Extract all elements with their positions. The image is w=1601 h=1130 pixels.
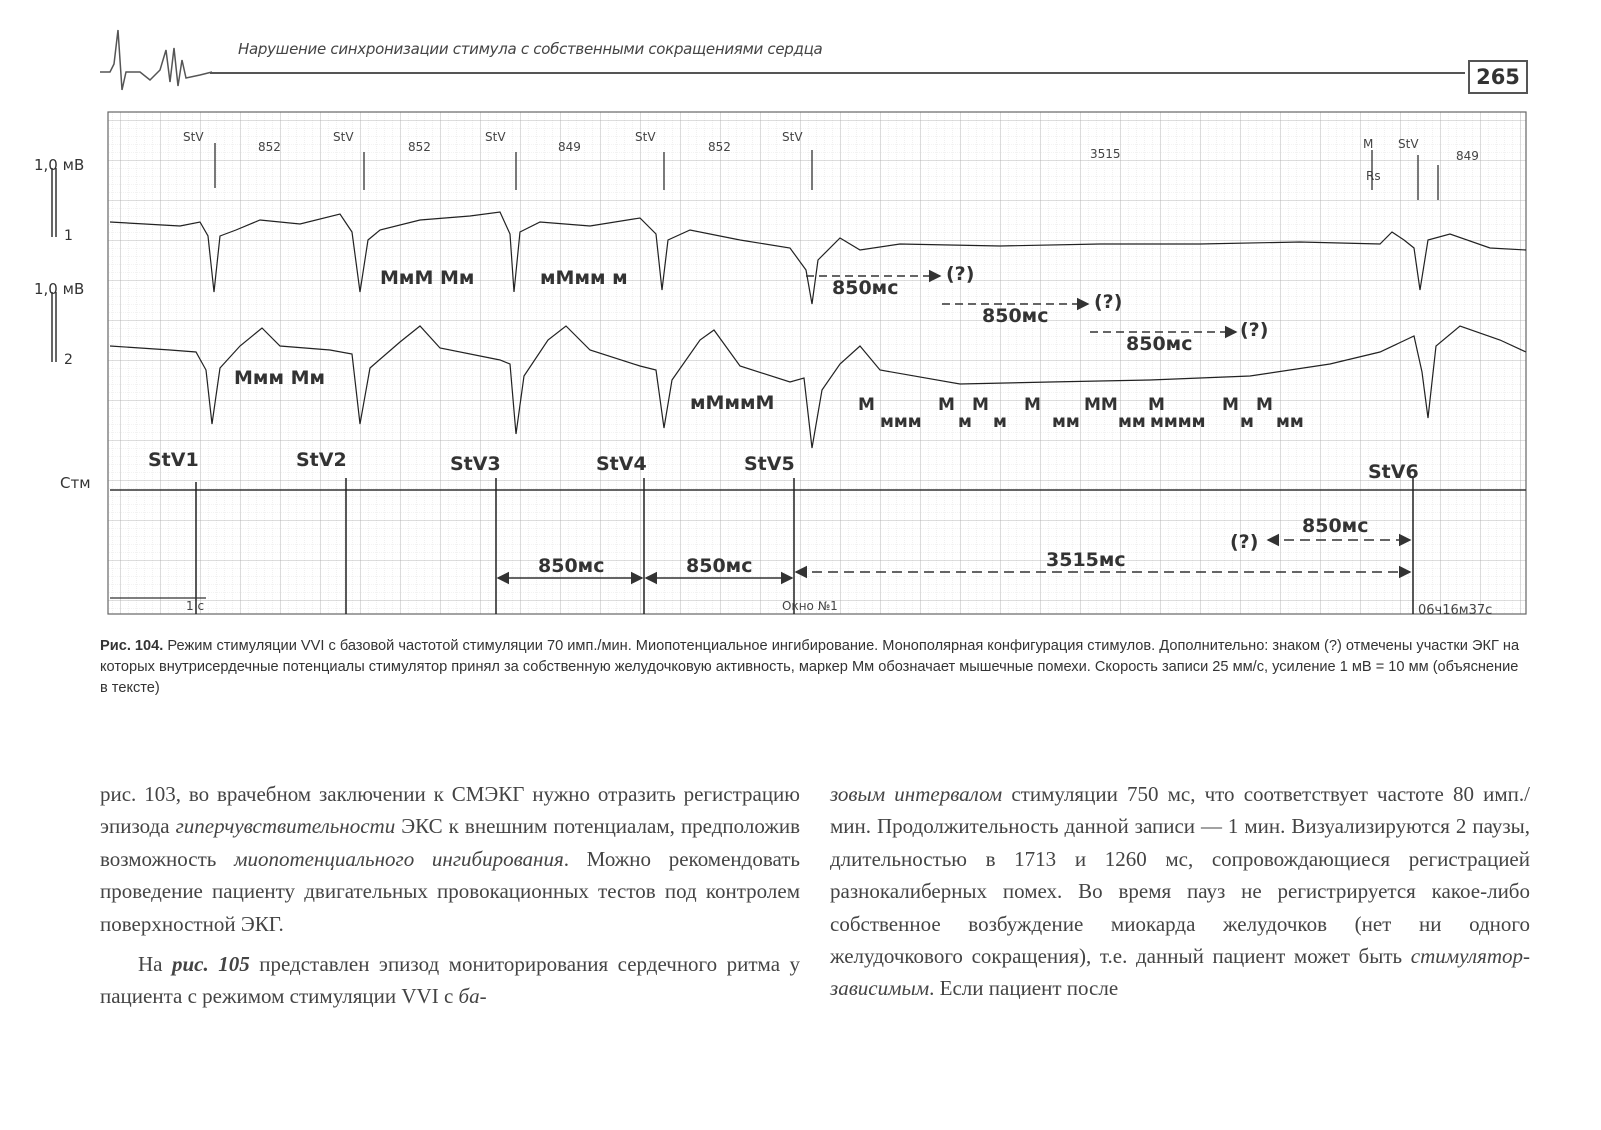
stim-interval-label: 850мс <box>538 555 605 577</box>
ch1-number: 1 <box>64 228 73 244</box>
page-number: 265 <box>1468 60 1528 94</box>
interval-label: 850мс <box>1126 333 1193 355</box>
stim-label: StV3 <box>450 453 501 475</box>
top-interval: 849 <box>1456 149 1479 163</box>
ecg-grid <box>108 112 1526 614</box>
text-run: . Если пациент после <box>929 976 1119 1001</box>
stim-interval-label: 850мс <box>1302 515 1369 537</box>
stim-label: StV4 <box>596 453 647 475</box>
top-marker: StV <box>1398 137 1419 151</box>
top-marker: StV <box>485 130 506 144</box>
noise-label: МмМ Мм <box>380 267 475 289</box>
noise-label: Ммм Мм <box>234 367 326 389</box>
text-run: представлен эпизод мониторирования сердечного ритма у пациента с режимом стимуляции VVI с <box>100 952 800 1009</box>
stim-label: StV1 <box>148 449 199 471</box>
running-title: Нарушение синхронизации стимула с собственными сокращениями сердца <box>238 40 823 58</box>
top-interval: 3515 <box>1090 147 1121 161</box>
top-marker: StV <box>782 130 803 144</box>
uncertain-mark: (?) <box>946 263 975 285</box>
noise-marker: мм <box>1276 412 1304 432</box>
uncertain-mark: (?) <box>1240 319 1269 341</box>
noise-marker: MM <box>1084 395 1118 415</box>
stim-channel-label: Стм <box>60 474 91 492</box>
figure-reference: рис. 105 <box>171 952 250 977</box>
top-interval: 852 <box>708 140 731 154</box>
noise-marker: M <box>1256 395 1273 415</box>
noise-label: мМмм м <box>540 267 628 289</box>
top-marker: StV <box>333 130 354 144</box>
text-column-left <box>100 778 800 1013</box>
uncertain-mark: (?) <box>1230 531 1259 553</box>
text-run-italic: стимулятор-зависимым <box>830 944 1530 1001</box>
top-marker: StV <box>635 130 656 144</box>
interval-label: 850мс <box>832 277 899 299</box>
noise-marker: м <box>958 412 972 432</box>
noise-marker: м <box>1240 412 1254 432</box>
noise-marker: M <box>1222 395 1239 415</box>
caption-label: Рис. 104. <box>100 638 164 654</box>
text-run-italic: ба- <box>458 984 487 1009</box>
uncertain-mark: (?) <box>1094 291 1123 313</box>
text-run-italic: зовым интервалом <box>830 782 1003 806</box>
noise-marker: мм <box>1118 412 1146 432</box>
noise-marker: M <box>972 395 989 415</box>
text-run-italic: миопотенциального ингибирования <box>234 846 564 871</box>
ch2-number: 2 <box>64 352 73 368</box>
noise-marker: м <box>993 412 1007 432</box>
top-interval: 849 <box>558 140 581 154</box>
noise-marker: мммм <box>1150 412 1206 432</box>
top-interval: 852 <box>408 140 431 154</box>
text-run: ЭКС к внешним потенциалам, предположив возможность <box>100 814 800 871</box>
top-interval: 852 <box>258 140 281 154</box>
noise-marker: ммм <box>880 412 922 432</box>
caption-text: Режим стимуляции VVI с базовой частотой стимуляции 70 имп./мин. Миопотенциальное ингибирование. Монополярная конфигурация стимулов. Дополнительно: знаком (?) отмечены участки ЭКГ на которых внутрисердечные потенциалы стимулятор принял за собственную желудочковую активность, маркер Мм обозначает мышечные помехи. Скорость записи 25 мм/с, усиление 1 мВ = 10 мм (объяснение в тексте) <box>100 638 1520 696</box>
rs-label: Rs <box>1366 169 1381 183</box>
ch2-scale-label: 1,0 мВ <box>34 280 85 298</box>
noise-marker: M <box>1024 395 1041 415</box>
stim-label: StV6 <box>1368 461 1419 483</box>
stim-label: StV2 <box>296 449 347 471</box>
text-run: рис. 103, во врачебном заключении к СМЭКГ нужно отразить регистрацию эпизода <box>100 782 800 839</box>
stim-label: StV5 <box>744 453 795 475</box>
text-column-right <box>830 778 1530 1005</box>
noise-marker: M <box>1148 395 1165 415</box>
top-marker: M <box>1363 137 1374 151</box>
text-run: На <box>138 952 172 977</box>
stim-interval-label: 3515мс <box>1046 549 1126 571</box>
text-run-italic: гиперчувствительности <box>175 814 396 839</box>
text-run: стимуляции 750 мс, что соответствует частоте 80 имп./мин. Продолжительность данной записи — 1 мин. Визуализируются 2 паузы, длительностью в 1713 и 1260 мс, сопровождающиеся регистрацией разнокалиберных помех. Во время пауз не регистрируется какое-либо собственное возбуждение миокарда желудочков (нет ни одного желудочкового сокращения), т.е. данный пациент может быть <box>830 782 1530 969</box>
top-marker: StV <box>183 130 204 144</box>
interval-label: 850мс <box>982 305 1049 327</box>
window-label: Окно №1 <box>782 599 838 613</box>
noise-marker: мм <box>1052 412 1080 432</box>
timestamp-label: 06ч16м37с <box>1418 603 1493 618</box>
noise-marker: M <box>938 395 955 415</box>
ch1-scale-label: 1,0 мВ <box>34 156 85 174</box>
figure-caption <box>100 636 1530 699</box>
noise-label: мМммМ <box>690 392 775 414</box>
stim-interval-label: 850мс <box>686 555 753 577</box>
text-run: . Можно рекомендовать проведение пациенту двигательных провокационных тестов под контролем поверхностной ЭКГ. <box>100 846 800 936</box>
time-scale-label: 1 с <box>186 599 205 613</box>
noise-marker: M <box>858 395 875 415</box>
